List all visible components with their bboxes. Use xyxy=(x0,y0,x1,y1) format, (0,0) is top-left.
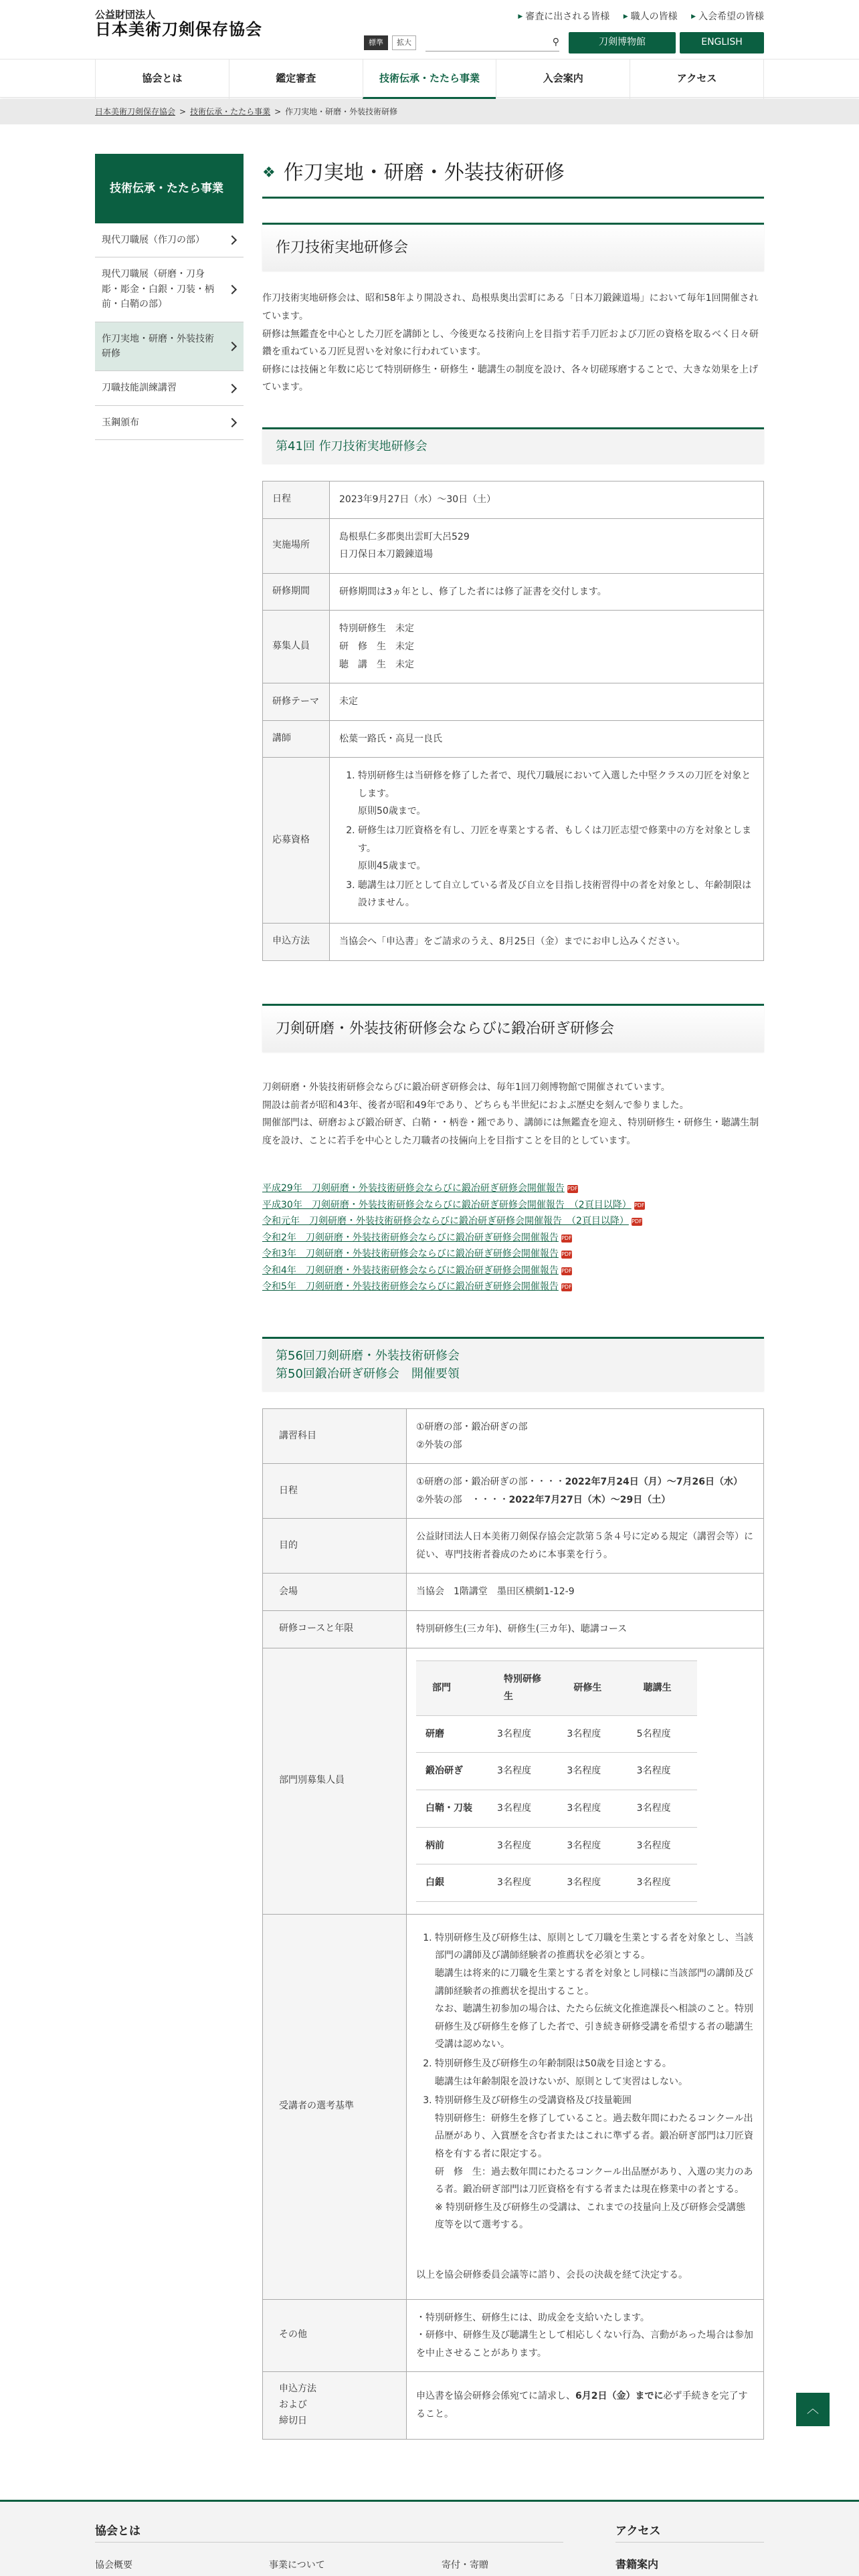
font-size-standard-button[interactable]: 標準 xyxy=(364,35,388,51)
row-value: 特別研修生 未定 研 修 生 未定 聴 講 生 未定 xyxy=(330,611,764,683)
list-item: 1. 特別研修生は当研修を修了した者で、現代刀職展において入選した中堅クラスの刀匠を対象とします。 原則50歳まで。 xyxy=(358,767,754,821)
logo-title: 日本美術刀剣保存協会 xyxy=(95,20,262,39)
sidebar-item-skills-course[interactable] xyxy=(95,371,244,405)
report-link[interactable]: 令和元年 刀剣研磨・外装技術研修会ならびに鍛冶研ぎ研修会開催報告 （2頁目以降） xyxy=(262,1216,629,1227)
row-label: 研修テーマ xyxy=(263,683,330,721)
pdf-icon: PDF xyxy=(634,1202,645,1208)
cell: 5名程度 xyxy=(628,1715,697,1753)
row-value: 当協会 1階講堂 墨田区横網1-12-9 xyxy=(407,1574,764,1611)
row-label: 応募資格 xyxy=(263,758,330,924)
footer-divider xyxy=(95,2542,563,2543)
top-links xyxy=(507,9,764,25)
section-body: 刀剣研磨・外装技術研修会ならびに鍛冶研ぎ研修会は、毎年1回刀剣博物館で開催されています。 開設は前者が昭和43年、後者が昭和49年であり、どちらも半世紀におよぶ歴史を刻んで参りました。 開催部門は、研磨および鍛冶研ぎ、白鞘・・柄巻・鎺であり、講師には無鑑査を迎え、特別研修生・研修生・聴講生制度を設け、ことに若手を中心とした刀職者の技倆向上を目指すことを目的としています。 xyxy=(262,1082,759,1146)
section-heading: 作刀技術実地研修会 xyxy=(262,223,764,271)
report-link[interactable]: 平成29年 刀剣研磨・外装技術研修会ならびに鍛冶研ぎ研修会開催報告 xyxy=(262,1183,565,1194)
row-value: ①研磨の部・鍛冶研ぎの部 ②外装の部 xyxy=(407,1408,764,1463)
list-item: 2. 研修生は刀匠資格を有し、刀匠を専業とする者、もしくは刀匠志望で修業中の方を対象とします。 原則45歳まで。 xyxy=(358,822,754,875)
cell: 3名程度 xyxy=(557,1790,627,1828)
back-to-top-button[interactable] xyxy=(796,2393,830,2426)
row-label: 受講者の選考基準 xyxy=(263,1914,407,2299)
cell: 3名程度 xyxy=(628,1753,697,1790)
sidebar-item-label: 現代刀職展（作刀の部） xyxy=(102,235,205,245)
top-link-appraisal[interactable]: ▶ 審査に出される皆様 xyxy=(518,11,609,22)
date-prefix: ①研磨の部・鍛冶研ぎの部・・・・ xyxy=(416,1477,565,1488)
report-link[interactable]: 令和2年 刀剣研磨・外装技術研修会ならびに鍛冶研ぎ研修会開催報告 xyxy=(262,1232,559,1243)
sidebar-item-label: 刀職技能訓練講習 xyxy=(102,383,177,394)
top-link-membership[interactable]: ▶ 入会希望の皆様 xyxy=(691,11,764,22)
row-value xyxy=(330,758,764,924)
row-value: 2023年9月27日（水）〜30日（土） xyxy=(330,481,764,518)
training-table xyxy=(262,481,764,961)
sub-heading: 第41回 作刀技術実地研修会 xyxy=(262,427,764,463)
row-value: 研修期間は3ヵ年とし、修了した者には修了証書を交付します。 xyxy=(330,573,764,611)
table-row xyxy=(416,1827,697,1864)
cell: 3名程度 xyxy=(488,1790,557,1828)
nav-item-appraisal[interactable]: 鑑定審査 xyxy=(229,60,363,99)
table-row xyxy=(416,1864,697,1902)
cell: 3名程度 xyxy=(488,1827,557,1864)
english-button-label: ENGLISH xyxy=(701,37,743,48)
pdf-icon: PDF xyxy=(561,1251,572,1258)
column-header: 特別研修生 xyxy=(488,1660,557,1715)
row-label: 申込方法 xyxy=(263,924,330,961)
museum-button[interactable] xyxy=(569,32,676,53)
search-input[interactable] xyxy=(425,38,553,47)
row-value: 未定 xyxy=(330,683,764,721)
section-body: 作刀技術実地研修会は、昭和58年より開設され、島根県奥出雲町にある「日本刀鍛錬道場」において毎年1回開催されています。 研修は無鑑査を中心とした刀匠を講師とし、今後更なる技術向上を目指す若手刀匠および刀匠の資格を取るべく日々研鑽を重ねている刀匠見習いを対象に行われています。 研修には技倆と年数に応じて特別研修生・研修生・聴講生の制度を設け、各々切磋琢磨することで、大きな効果を上げています。 xyxy=(262,293,759,393)
row-label: 申込方法 および 締切日 xyxy=(263,2372,407,2439)
department-table xyxy=(416,1660,697,1902)
pdf-icon: PDF xyxy=(561,1235,572,1241)
report-link-item xyxy=(262,1230,764,1247)
cell: 3名程度 xyxy=(557,1864,627,1902)
report-link-item xyxy=(262,1197,764,1214)
row-label: 日程 xyxy=(263,481,330,518)
date-range: 2022年7月27日（木）〜29日（土） xyxy=(508,1494,671,1505)
search-icon[interactable]: ⚲ xyxy=(552,36,559,47)
table-row xyxy=(416,1790,697,1828)
sidebar-item-label: 玉鋼頒布 xyxy=(102,417,139,428)
museum-button-label: 刀剣博物館 xyxy=(599,37,646,48)
sidebar-item-exhibition-sword[interactable] xyxy=(95,223,244,257)
breadcrumb-sep: > xyxy=(274,107,282,116)
logo-subtitle: 公益財団法人 xyxy=(95,9,156,21)
sidebar-item-tamahagane[interactable] xyxy=(95,406,244,440)
date-range: 2022年7月24日（月）〜7月26日（水） xyxy=(565,1477,743,1488)
row-label: その他 xyxy=(263,2299,407,2372)
cell: 3名程度 xyxy=(488,1864,557,1902)
header-tools xyxy=(364,32,764,53)
report-link[interactable]: 令和4年 刀剣研磨・外装技術研修会ならびに鍛冶研ぎ研修会開催報告 xyxy=(262,1265,559,1276)
cell: 研磨 xyxy=(416,1715,488,1753)
footer-divider xyxy=(615,2542,764,2543)
list-item: 3. 聴講生は刀匠として自立している者及び自立を目指し技術習得中の者を対象とし、年齢制限は設けません。 xyxy=(358,877,754,912)
row-value: 特別研修生(三カ年)、研修生(三カ年)、聴講コース xyxy=(407,1611,764,1648)
cell: 鍛冶研ぎ xyxy=(416,1753,488,1790)
row-value xyxy=(407,1914,764,2299)
list-item: 2. 特別研修生及び研修生の年齢制限は50歳を目途とする。 聴講生は年齢制限を設けないが、原則として実習はしない。 xyxy=(435,2055,754,2090)
row-label: 講師 xyxy=(263,720,330,758)
nav-item-tradition[interactable]: 技術伝承・たたら事業 xyxy=(363,60,496,99)
apply-text: 申込書を協会研修会係宛てに請求し、 xyxy=(416,2391,575,2402)
breadcrumb xyxy=(0,99,859,124)
report-link[interactable]: 令和5年 刀剣研磨・外装技術研修会ならびに鍛冶研ぎ研修会開催報告 xyxy=(262,1281,559,1293)
breadcrumb-sep: > xyxy=(179,107,187,116)
footer-link-donation[interactable]: 寄付・寄贈 xyxy=(442,2560,488,2571)
row-label: 研修期間 xyxy=(263,573,330,611)
row-label: 部門別募集人員 xyxy=(263,1648,407,1914)
footer-link-books[interactable]: 書籍案内 xyxy=(615,2558,659,2571)
column-header: 研修生 xyxy=(557,1660,627,1715)
report-link-item xyxy=(262,1263,764,1279)
row-label: 日程 xyxy=(263,1464,407,1519)
date-prefix: ②外装の部 ・・・・ xyxy=(416,1494,509,1505)
list-item: 1. 特別研修生及び研修生は、原則として刀職を生業とする者を対象とし、当該部門の講師及び講師経験者の推薦状を必須とする。 聴講生は将来的に刀職を生業とする者を対象とし同様に当該部門の講師及び講師経験者の推薦状を提出すること。 なお、聴講生初参加の場合は、たたら伝統文化推進課長へ相談のこと。特別研修生及び研修生を修了した者で、引き続き研修受講を希望する者の聴講生受講は認めない。 xyxy=(435,1929,754,2054)
site-logo[interactable] xyxy=(95,9,262,39)
cell: 柄前 xyxy=(416,1827,488,1864)
report-link-item xyxy=(262,1246,764,1263)
cell: 白鞘・刀装 xyxy=(416,1790,488,1828)
column-header: 聴講生 xyxy=(628,1660,697,1715)
footer-heading-access: アクセス xyxy=(615,2525,661,2538)
sidebar xyxy=(95,154,244,440)
apply-deadline: 6月2日（金）までに xyxy=(575,2391,664,2402)
search-box xyxy=(425,34,559,51)
report-link-item xyxy=(262,1213,764,1230)
table-row xyxy=(416,1715,697,1753)
english-button[interactable] xyxy=(680,32,764,53)
row-value: ・特別研修生、研修生には、助成金を支給いたします。 ・研修中、研修生及び聴講生として相応しくない行為、言動があった場合は参加を中止させることがあります。 xyxy=(407,2299,764,2372)
footer-link-overview[interactable]: 協会概要 xyxy=(95,2560,132,2571)
sidebar-item-label: 作刀実地・研磨・外装技術研修 xyxy=(102,333,214,359)
row-label: 実施場所 xyxy=(263,518,330,573)
pdf-icon: PDF xyxy=(561,1284,572,1291)
cell: 3名程度 xyxy=(557,1715,627,1753)
apply-text: 必ず手続きを完了すること。 xyxy=(416,2391,748,2420)
row-value: 松葉一路氏・高見一良氏 xyxy=(330,720,764,758)
row-value xyxy=(407,1464,764,1519)
page-title: ❖ 作刀実地・研磨・外装技術研修 xyxy=(262,159,764,199)
row-label: 会場 xyxy=(263,1574,407,1611)
content xyxy=(262,154,764,2440)
nav-item-about[interactable]: 協会とは xyxy=(95,60,229,99)
row-label: 講習科目 xyxy=(263,1408,407,1463)
list-item: 3. 特別研修生及び研修生の受講資格及び技量範囲 特別研修生：研修生を修了していること。過去数年間にわたるコンクール出品歴があり、入賞歴を含む者またはこれに準ずる者。鍛冶研ぎ部門は刀匠資格を有する者に限定する。 研 修 生：過去数年間にわたるコンクール出品歴があり、入選の実力のある者。鍛冶研ぎ部門は刀匠資格を有する者または現在修業中の者とする。 ※ 特別研修生及び研修生の受講は、これまでの技量向上及び研修会受講態度等を以て選考する。 xyxy=(435,2092,754,2234)
sidebar-item-label: 現代刀職展（研磨・刀身彫・彫金・白銀・刀装・柄前・白鞘の部） xyxy=(102,269,214,310)
cell: 3名程度 xyxy=(628,1827,697,1864)
table-row xyxy=(416,1753,697,1790)
top-link-craftsmen[interactable]: ▶ 職人の皆様 xyxy=(624,11,678,22)
site-footer xyxy=(0,2500,859,2576)
row-value: 島根県仁多郡奥出雲町大呂529 日刀保日本刀鍛錬道場 xyxy=(330,518,764,573)
row-value xyxy=(407,2372,764,2439)
row-label: 研修コースと年限 xyxy=(263,1611,407,1648)
criteria-list xyxy=(416,1929,754,2234)
report-link-item xyxy=(262,1180,764,1197)
nav-item-access[interactable]: アクセス xyxy=(630,60,764,99)
cell: 3名程度 xyxy=(557,1753,627,1790)
pdf-icon: PDF xyxy=(567,1186,578,1192)
column-header: 部門 xyxy=(416,1660,488,1715)
cell: 3名程度 xyxy=(628,1864,697,1902)
report-links xyxy=(262,1180,764,1295)
site-header xyxy=(0,0,859,59)
breadcrumb-parent[interactable]: 技術伝承・たたら事業 xyxy=(190,107,271,116)
footer-link-business[interactable]: 事業について xyxy=(269,2560,325,2571)
footer-heading-about: 協会とは xyxy=(95,2525,140,2538)
chevron-up-icon: ︿ xyxy=(807,2401,819,2416)
sidebar-heading: 技術伝承・たたら事業 xyxy=(95,154,244,223)
report-link[interactable]: 平成30年 刀剣研磨・外装技術研修会ならびに鍛冶研ぎ研修会開催報告 （2頁目以降） xyxy=(262,1199,632,1210)
polishing-table xyxy=(262,1408,764,2440)
cell: 3名程度 xyxy=(628,1790,697,1828)
row-value: 当協会へ「申込書」をご請求のうえ、8月25日（金）までにお申し込みください。 xyxy=(330,924,764,961)
sub-heading-line: 第56回刀剣研磨・外装技術研修会 xyxy=(276,1348,460,1363)
font-size-large-button[interactable]: 拡大 xyxy=(392,35,416,51)
sidebar-item-exhibition-polish[interactable] xyxy=(95,257,244,322)
row-label: 募集人員 xyxy=(263,611,330,683)
report-link-item xyxy=(262,1279,764,1295)
cell: 3名程度 xyxy=(488,1753,557,1790)
sub-heading xyxy=(262,1337,764,1391)
sub-heading-line: 第50回鍛冶研ぎ研修会 開催要領 xyxy=(276,1366,460,1381)
row-value: 公益財団法人日本美術刀剣保存協会定款第５条４号に定める規定（講習会等）に従い、専門技術者養成のために本事業を行う。 xyxy=(407,1519,764,1574)
report-link[interactable]: 令和3年 刀剣研磨・外装技術研修会ならびに鍛冶研ぎ研修会開催報告 xyxy=(262,1249,559,1260)
pdf-icon: PDF xyxy=(632,1218,642,1225)
pdf-icon: PDF xyxy=(561,1267,572,1274)
section-heading: 刀剣研磨・外装技術研修会ならびに鍛冶研ぎ研修会 xyxy=(262,1004,764,1052)
global-nav xyxy=(0,59,859,98)
sidebar-item-training[interactable] xyxy=(95,322,244,372)
cell: 白銀 xyxy=(416,1864,488,1902)
qualification-list xyxy=(339,767,754,912)
criteria-note: 以上を協会研修委員会議等に諮り、会長の決裁を経て決定する。 xyxy=(416,2269,688,2280)
nav-item-membership[interactable]: 入会案内 xyxy=(496,60,630,99)
breadcrumb-current: 作刀実地・研磨・外装技術研修 xyxy=(285,107,398,116)
cell: 3名程度 xyxy=(488,1715,557,1753)
breadcrumb-home[interactable]: 日本美術刀剣保存協会 xyxy=(95,107,176,116)
row-label: 目的 xyxy=(263,1519,407,1574)
cell: 3名程度 xyxy=(557,1827,627,1864)
row-value xyxy=(407,1648,764,1914)
